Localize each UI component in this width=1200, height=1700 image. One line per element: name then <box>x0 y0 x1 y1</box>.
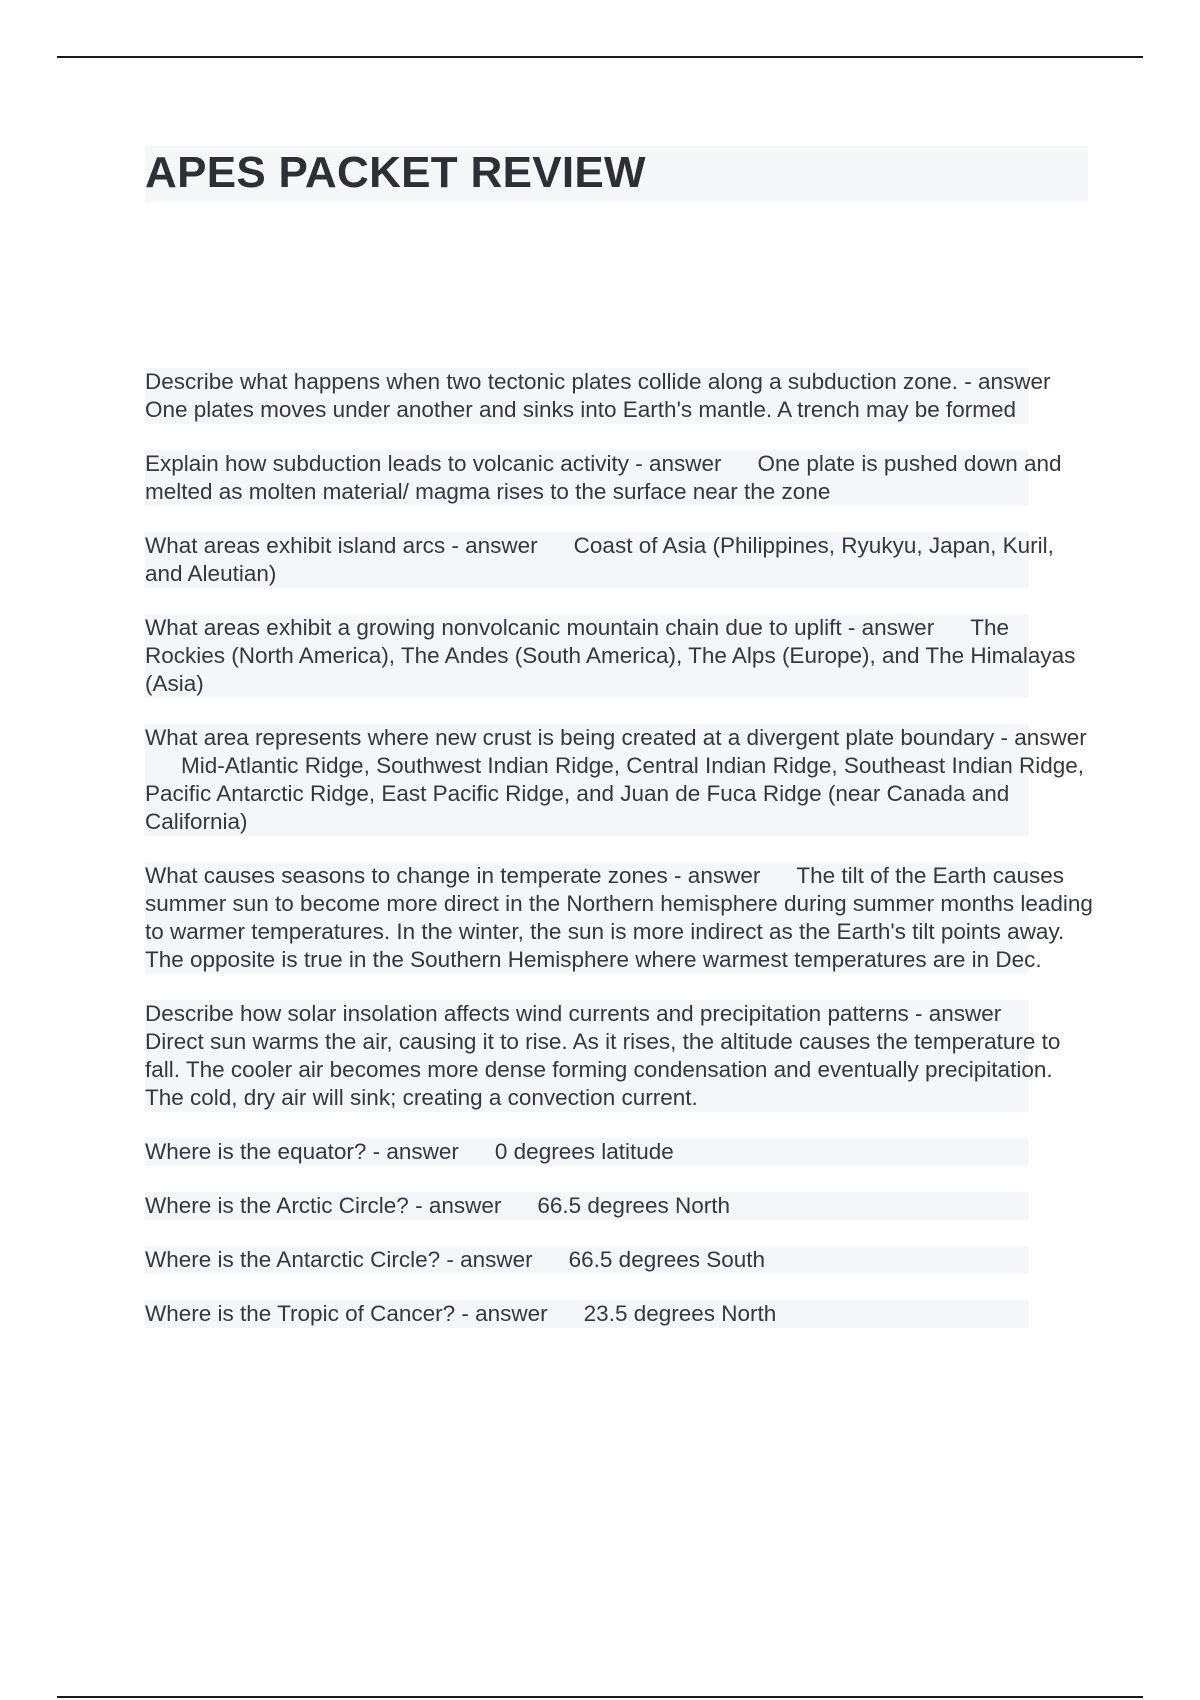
question-text: Where is the Tropic of Cancer? - answer <box>145 1301 548 1326</box>
qa-item <box>145 862 1095 974</box>
page-title: APES PACKET REVIEW <box>145 148 646 197</box>
answer-text: 66.5 degrees South <box>568 1247 766 1272</box>
question-text: What areas exhibit island arcs - answer <box>145 533 538 558</box>
qa-item <box>145 1138 1095 1166</box>
question-text: Describe what happens when two tectonic plates collide along a subduction zone. - answer <box>145 369 1051 394</box>
qa-item <box>145 532 1095 588</box>
answer-text: One plates moves under another and sinks into Earth's mantle. A trench may be formed <box>145 397 1017 422</box>
answer-text: Direct sun warms the air, causing it to rise. As it rises, the altitude causes the temperature to fall. The cooler air becomes more dense forming condensation and eventually precipitation. The cold, dry air will sink; creating a convection current. <box>145 1029 1061 1110</box>
answer-text: 66.5 degrees North <box>537 1193 730 1218</box>
qa-item <box>145 368 1095 424</box>
answer-text: 23.5 degrees North <box>583 1301 777 1326</box>
question-text: Where is the equator? - answer <box>145 1139 459 1164</box>
answer-text: The Rockies (North America), The Andes (South America), The Alps (Europe), and The Himalayas (Asia) <box>145 615 1076 696</box>
qa-item <box>145 724 1095 836</box>
question-text: Where is the Arctic Circle? - answer <box>145 1193 502 1218</box>
answer-text: One plate is pushed down and melted as molten material/ magma rises to the surface near the zone <box>145 451 1062 504</box>
qa-item <box>145 1192 1095 1220</box>
answer-text: Coast of Asia (Philippines, Ryukyu, Japan, Kuril, and Aleutian) <box>145 533 1054 586</box>
answer-text: Mid-Atlantic Ridge, Southwest Indian Ridge, Central Indian Ridge, Southeast Indian Ridge, Pacific Antarctic Ridge, East Pacific Ridge, and Juan de Fuca Ridge (near Canada and California) <box>145 753 1085 834</box>
top-rule <box>57 56 1143 58</box>
qa-item <box>145 1000 1095 1112</box>
question-text: Describe how solar insolation affects wind currents and precipitation patterns - answer <box>145 1001 1002 1026</box>
question-text: Explain how subduction leads to volcanic activity - answer <box>145 451 722 476</box>
qa-list <box>145 368 1095 1354</box>
question-text: What causes seasons to change in temperate zones - answer <box>145 863 761 888</box>
question-text: What areas exhibit a growing nonvolcanic mountain chain due to uplift - answer <box>145 615 935 640</box>
qa-item <box>145 450 1095 506</box>
question-text: What area represents where new crust is being created at a divergent plate boundary - answer <box>145 725 1087 750</box>
answer-text: 0 degrees latitude <box>494 1139 674 1164</box>
bottom-rule <box>57 1696 1143 1698</box>
qa-item <box>145 614 1095 698</box>
qa-item <box>145 1300 1095 1328</box>
question-text: Where is the Antarctic Circle? - answer <box>145 1247 533 1272</box>
answer-text: The tilt of the Earth causes summer sun to become more direct in the Northern hemisphere during summer months leading to warmer temperatures. In the winter, the sun is more indirect as the Earth's tilt points away. The opposite is true in the Southern Hemisphere where warmest temperatures are in Dec. <box>145 863 1093 972</box>
qa-item <box>145 1246 1095 1274</box>
